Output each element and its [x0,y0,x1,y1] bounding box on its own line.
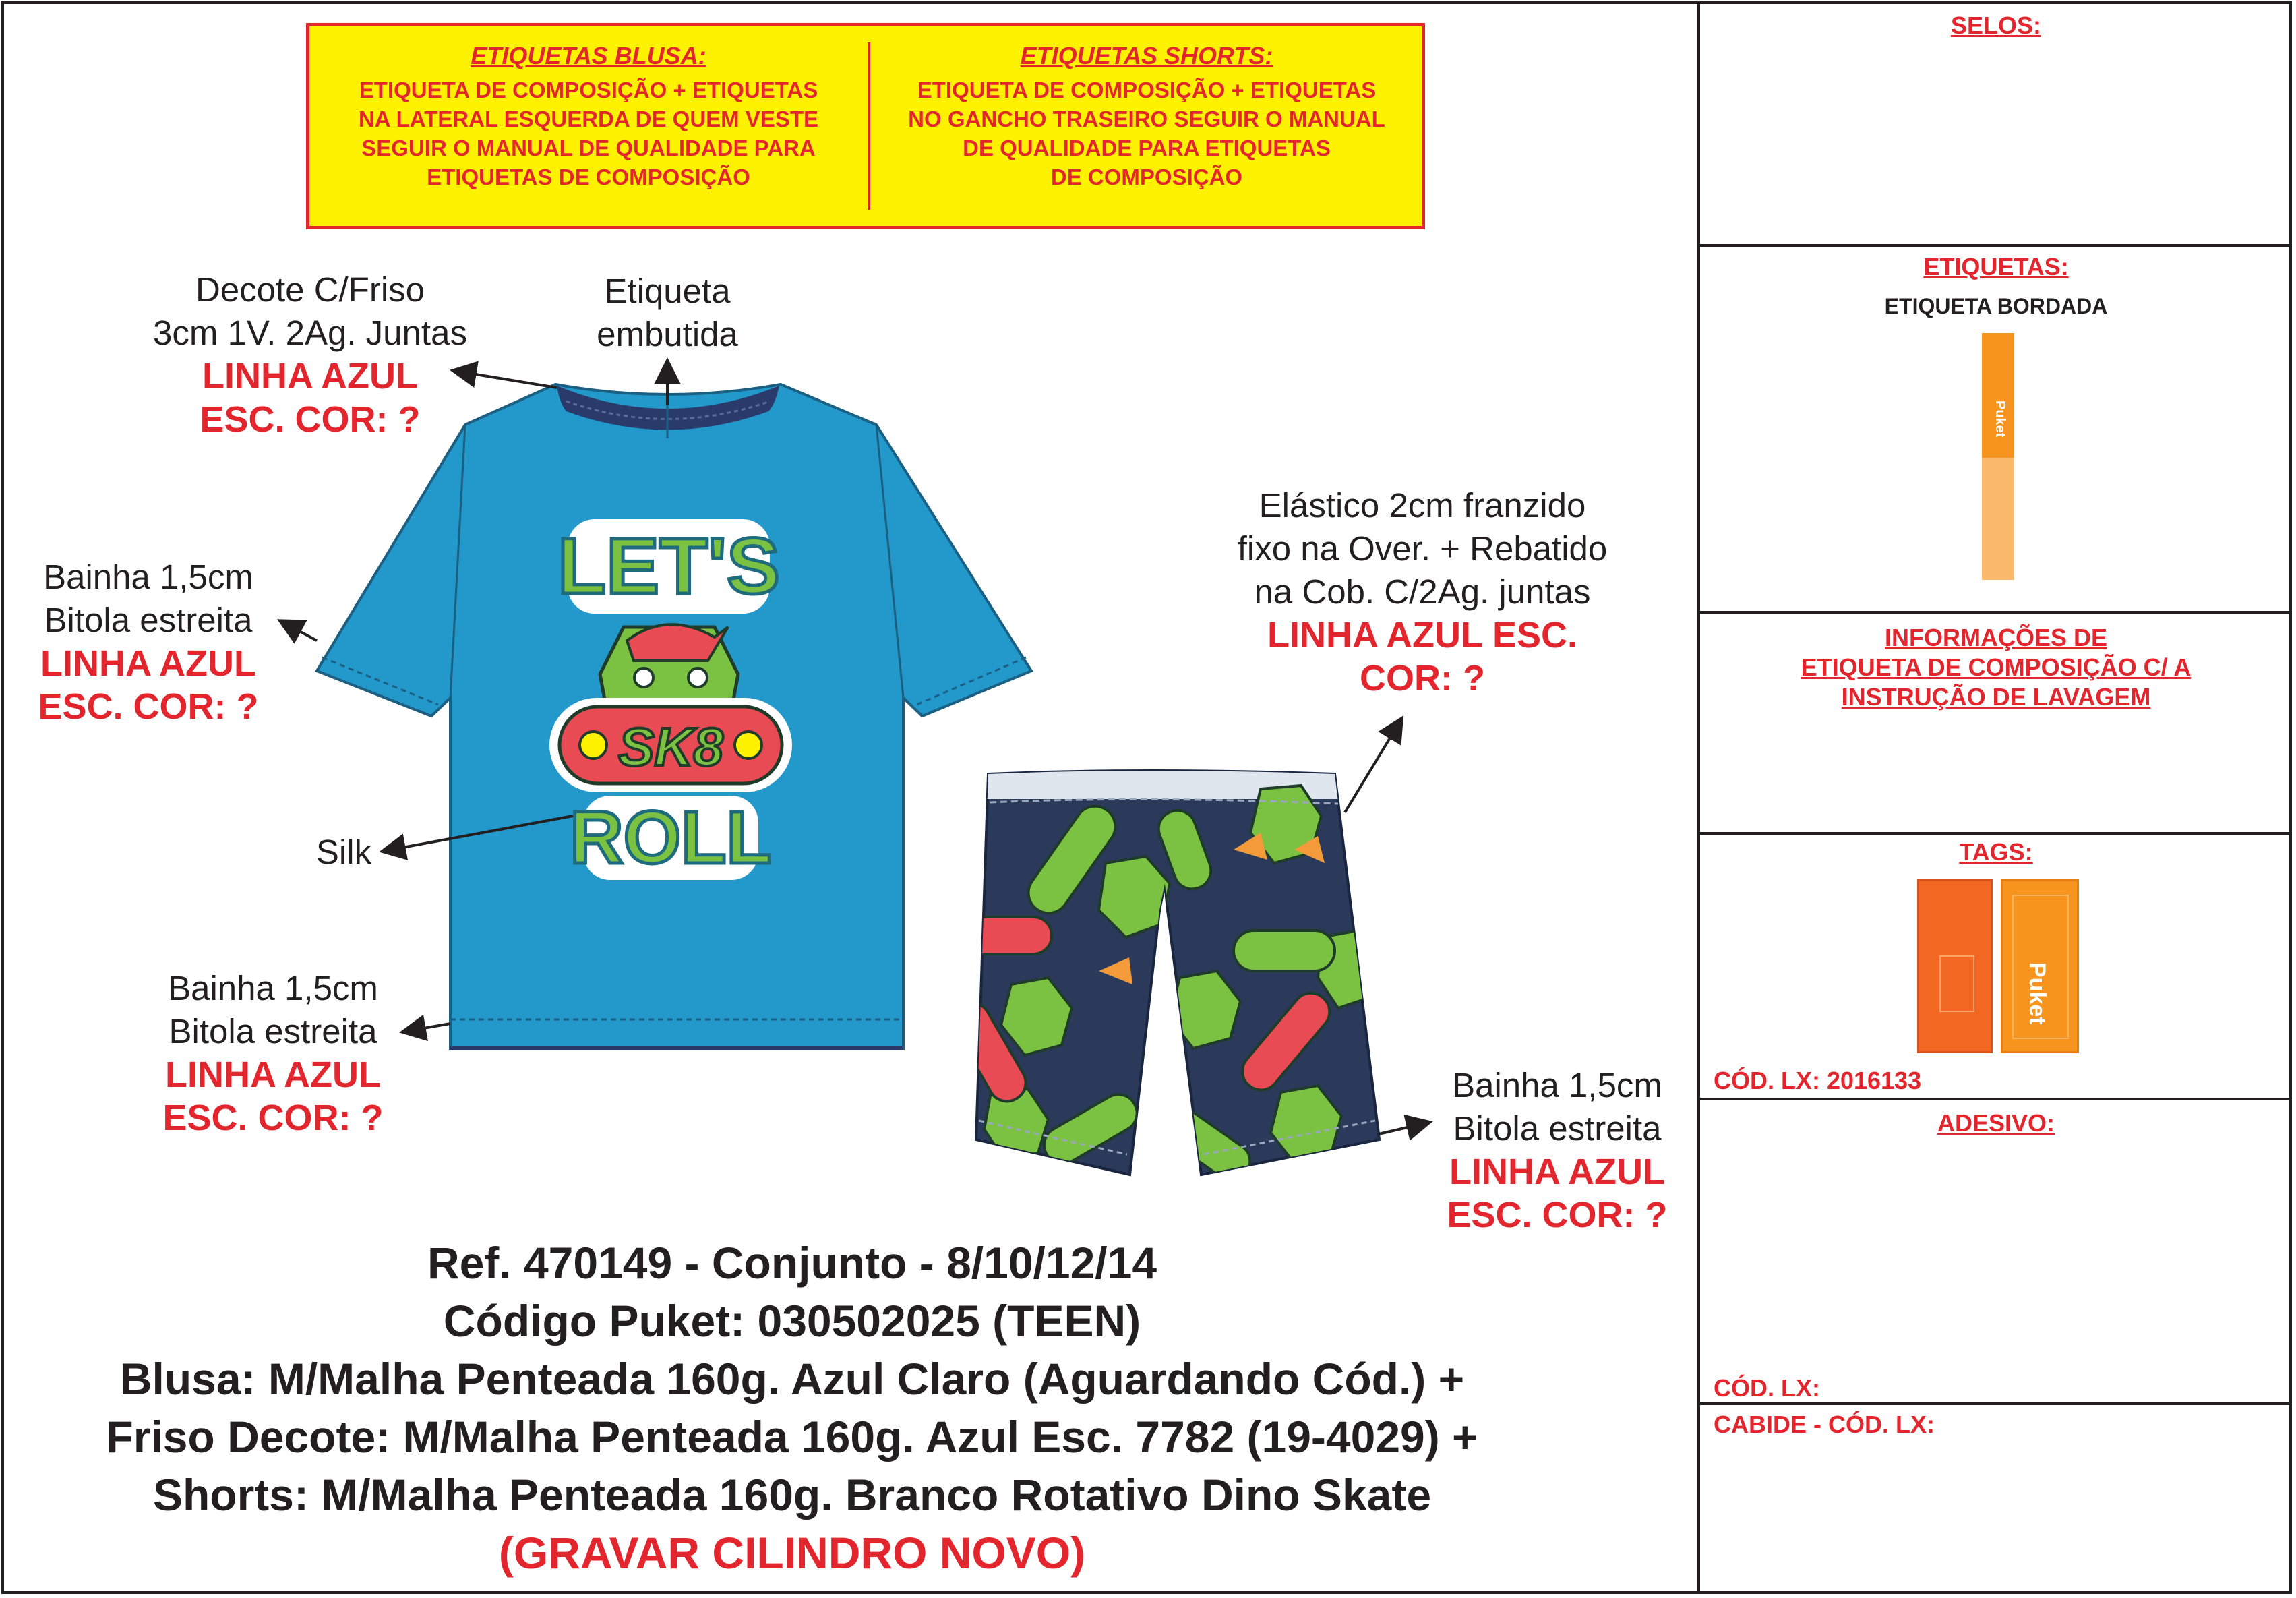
silk-note: Silk [315,833,372,871]
informacoes-section [1700,614,2292,835]
selos-section [1700,1,2292,247]
adesivo-title: ADESIVO: [1937,1109,2055,1137]
blusa-label-title: ETIQUETAS BLUSA: [471,42,706,69]
etiquetas-title: ETIQUETAS: [1923,253,2069,280]
hangtag-back-image [1917,879,1993,1053]
shorts-label-line: DE QUALIDADE PARA ETIQUETAS [963,136,1331,160]
product-specification [40,1234,1544,1582]
etiquetas-section [1700,247,2292,614]
shorts-label-title: ETIQUETAS SHORTS: [1020,42,1273,69]
adesivo-cod-lx: CÓD. LX: [1714,1374,1820,1402]
spec-code: Código Puket: 030502025 (TEEN) [443,1296,1141,1346]
tags-title: TAGS: [1959,838,2033,866]
shorts-label-line: DE COMPOSIÇÃO [1050,165,1243,189]
label-inset-note: Etiqueta embutida [597,272,738,353]
spec-engrave-note: (GRAVAR CILINDRO NOVO) [498,1528,1086,1578]
elastic-waist-note: Elástico 2cm franzido fixo na Over. + Rebatido na Cob. C/2Ag. juntas LINHA AZUL ESC. COR: ? [1237,486,1608,699]
silk-print [549,519,792,880]
shorts-label-line: ETIQUETA DE COMPOSIÇÃO + ETIQUETAS [917,78,1377,102]
hangtag-brand: Puket [2024,962,2050,1025]
blusa-label-line: NA LATERAL ESQUERDA DE QUEM VESTE [358,107,819,131]
spec-shorts: Shorts: M/Malha Penteada 160g. Branco Rotativo Dino Skate [152,1470,1432,1520]
tags-section [1700,835,2292,1100]
informacoes-title-line: ETIQUETA DE COMPOSIÇÃO C/ A [1801,653,2192,681]
print-sk8-text: SK8 [618,717,723,777]
sleeve-hem-note: Bainha 1,5cm Bitola estreita LINHA AZUL ESC. COR: ? [38,558,259,727]
cabide-cod-lx: CABIDE - CÓD. LX: [1714,1411,1935,1438]
hangtag-front-image [2001,879,2079,1053]
shorts-hem-note: Bainha 1,5cm Bitola estreita LINHA AZUL ESC. COR: ? [1447,1066,1668,1235]
spec-reference: Ref. 470149 - Conjunto - 8/10/12/14 [427,1238,1157,1288]
blusa-label-line: SEGUIR O MANUAL DE QUALIDADE PARA [361,136,816,160]
spec-friso: Friso Decote: M/Malha Penteada 160g. Azul Esc. 7782 (19-4029) + [106,1412,1478,1462]
embroidered-label-image [1982,333,2014,580]
embroidered-label-brand: Puket [1993,401,2007,438]
neckline-note: Decote C/Friso 3cm 1V. 2Ag. Juntas LINHA AZUL ESC. COR: ? [153,270,467,440]
shorts-label-line: NO GANCHO TRASEIRO SEGUIR O MANUAL [908,107,1385,131]
etiqueta-bordada-label: ETIQUETA BORDADA [1884,294,2108,318]
bottom-hem-note: Bainha 1,5cm Bitola estreita LINHA AZUL ESC. COR: ? [162,969,384,1138]
blusa-label-line: ETIQUETAS DE COMPOSIÇÃO [427,165,750,189]
selos-title: SELOS: [1950,11,2041,39]
print-lets-text: LET'S [557,522,780,611]
blusa-label-line: ETIQUETA DE COMPOSIÇÃO + ETIQUETAS [359,78,818,102]
informacoes-title-line: INSTRUÇÃO DE LAVAGEM [1841,683,2151,711]
tags-cod-lx: CÓD. LX: 2016133 [1714,1067,1922,1094]
shorts-drawing [946,769,1382,1187]
adesivo-section [1700,1100,2292,1405]
spec-blusa: Blusa: M/Malha Penteada 160g. Azul Claro (Aguardando Cód.) + [119,1354,1465,1404]
print-roll-text: ROLL [570,796,772,879]
trims-panel [1697,1,2292,1594]
informacoes-title-line: INFORMAÇÕES DE [1884,624,2107,651]
